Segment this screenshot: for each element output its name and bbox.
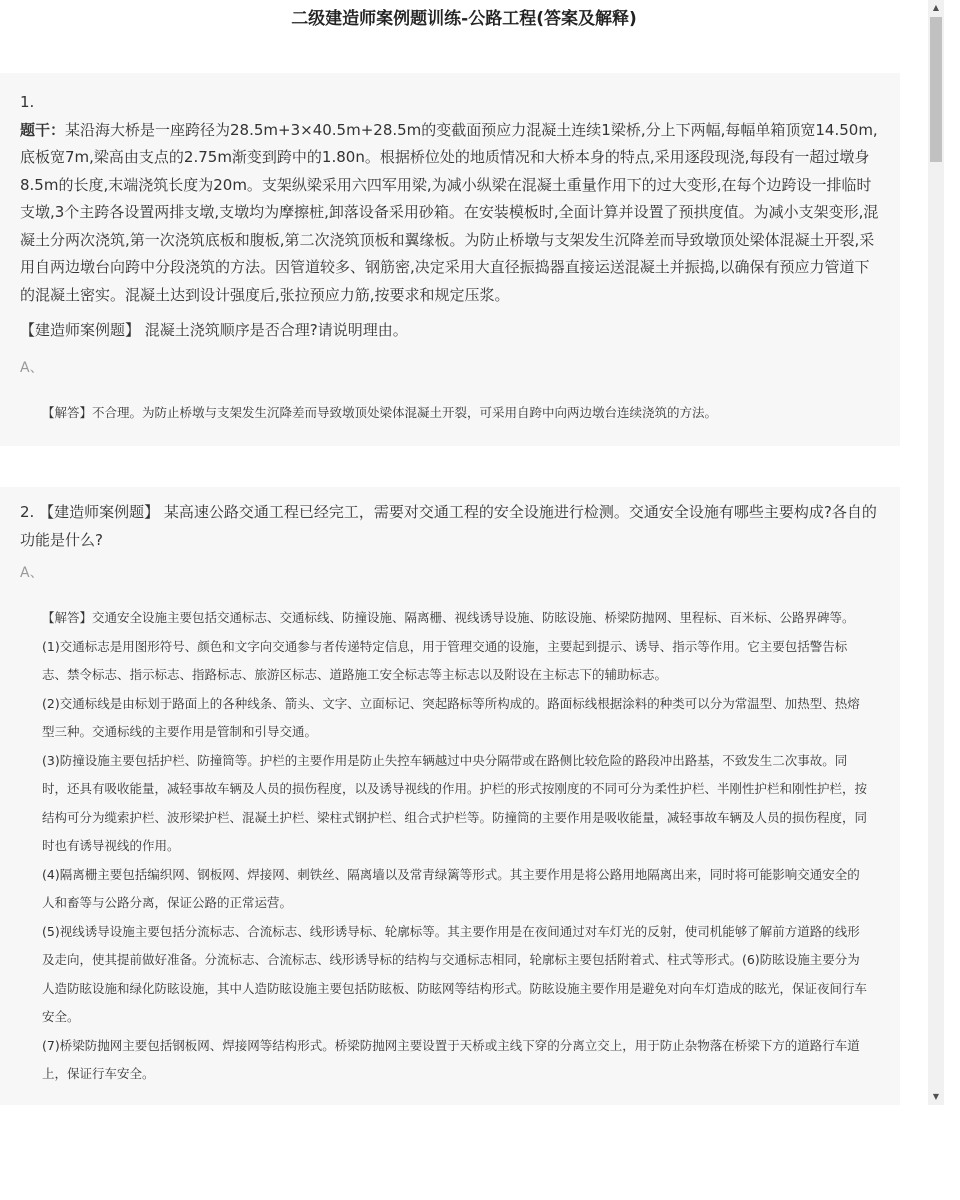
answer-explanation (0, 399, 900, 428)
question-text (0, 73, 900, 345)
vertical-scrollbar[interactable] (928, 0, 944, 1105)
answer-paragraph: 【解答】交通安全设施主要包括交通标志、交通标线、防撞设施、隔离栅、视线诱导设施、防眩设施、桥梁防抛网、里程标、百米标、公路界碑等。 (42, 610, 855, 625)
answer-paragraph: (4)隔离栅主要包括编织网、钢板网、焊接网、刺铁丝、隔离墙以及常青绿篱等形式。其主要作用是将公路用地隔离出来，同时将可能影响交通安全的人和畜等与公路分离，保证公路的正常运营。 (42, 866, 860, 910)
scrollbar-thumb[interactable] (930, 17, 942, 162)
answer-option[interactable]: A、 (20, 565, 44, 581)
question-text (0, 487, 900, 554)
page-title: 二级建造师案例题训练-公路工程(答案及解释) (291, 9, 637, 29)
question-card-2 (0, 487, 900, 1105)
answer-option[interactable]: A、 (20, 359, 44, 376)
answer-paragraph: (7)桥梁防抛网主要包括钢板网、焊接网等结构形式。桥梁防抛网主要设置于天桥或主线下穿的分离立交上，用于防止杂物落在桥梁下方的道路行车道上，保证行车安全。 (42, 1037, 860, 1081)
question-number: 1. (20, 93, 35, 111)
answer-paragraph: (3)防撞设施主要包括护栏、防撞筒等。护栏的主要作用是防止失控车辆越过中央分隔带或在路侧比较危险的路段冲出路基，不致发生二次事故。同时，还具有吸收能量，减轻事故车辆及人员的损伤程度，以及诱导视线的作用。护栏的形式按刚度的不同可分为柔性护栏、半刚性护栏和刚性护栏，按结构可分为缆索护栏、波形梁护栏、混凝土护栏、梁柱式钢护栏、组合式护栏等。防撞筒的主要作用是吸收能量，减轻事故车辆及人员的损伤程度，同时也有诱导视线的作用。 (42, 752, 868, 853)
question-number: 2. (20, 503, 35, 521)
answer-paragraph: 【解答】不合理。为防止桥墩与支架发生沉降差而导致墩顶处梁体混凝土开裂，可采用自跨中向两边墩台连续浇筑的方法。 (42, 404, 718, 420)
scroll-down-arrow-icon[interactable]: ▼ (932, 1092, 940, 1101)
question-stem: 某沿海大桥是一座跨径为28.5m+3×40.5m+28.5m的变截面预应力混凝土连续1梁桥,分上下两幅,每幅单箱顶宽14.50m,底板宽7m,梁高由支点的2.75m渐变到跨中的1.80n。根据桥位处的地质情况和大桥本身的特点,采用逐段现浇,每段有一超过墩身8.5m的长度,末端浇筑长度为20m。支架纵梁采用六四军用梁,为减小纵梁在混凝土重量作用下的过大变形,在每个边跨设一排临时支墩,3个主跨各设置两排支墩,支墩均为摩擦桩,卸落设备采用砂箱。在安装模板时,全面计算并设置了预拱度值。为减小支架变形,混凝土分两次浇筑,第一次浇筑底板和腹板,第二次浇筑顶板和翼缘板。为防止桥墩与支架发生沉降差而导致墩顶处梁体混凝土开裂,采用自两边墩台向跨中分段浇筑的方法。因管道较多、钢筋密,决定采用大直径振捣器直接运送混凝土并振捣,以确保有预应力管道下的混凝土密实。混凝土达到设计强度后,张拉预应力筋,按要求和规定压浆。 (20, 120, 879, 304)
question-card-1 (0, 73, 900, 446)
scroll-up-arrow-icon[interactable]: ▲ (932, 3, 940, 12)
answer-paragraph: (1)交通标志是用图形符号、颜色和文字向交通参与者传递特定信息，用于管理交通的设施，主要起到提示、诱导、指示等作用。它主要包括警告标志、禁令标志、指示标志、指路标志、旅游区标志、道路施工安全标志等主标志以及附设在主标志下的辅助标志。 (42, 638, 848, 682)
question-prompt: 【建造师案例题】 某高速公路交通工程已经完工，需要对交通工程的安全设施进行检测。交通安全设施有哪些主要构成?各自的功能是什么? (20, 503, 877, 549)
question-prompt: 【建造师案例题】 混凝土浇筑顺序是否合理?请说明理由。 (20, 321, 408, 339)
stem-label: 题干： (20, 120, 66, 139)
answer-paragraph: (2)交通标线是由标划于路面上的各种线条、箭头、文字、立面标记、突起路标等所构成的。路面标线根据涂料的种类可以分为常温型、加热型、热熔型三种。交通标线的主要作用是管制和引导交通。 (42, 695, 860, 739)
answer-explanation (0, 604, 900, 1089)
answer-paragraph: (5)视线诱导设施主要包括分流标志、合流标志、线形诱导标、轮廓标等。其主要作用是在夜间通过对车灯光的反射，使司机能够了解前方道路的线形及走向，使其提前做好准备。分流标志、合流标志、线形诱导标的结构与交通标志相同，轮廓标主要包括附着式、柱式等形式。(6)防眩设施主要分为人造防眩设施和绿化防眩设施，其中人造防眩设施主要包括防眩板、防眩网等结构形式。防眩设施主要作用是避免对向车灯造成的眩光，保证夜间行车安全。 (42, 923, 868, 1024)
